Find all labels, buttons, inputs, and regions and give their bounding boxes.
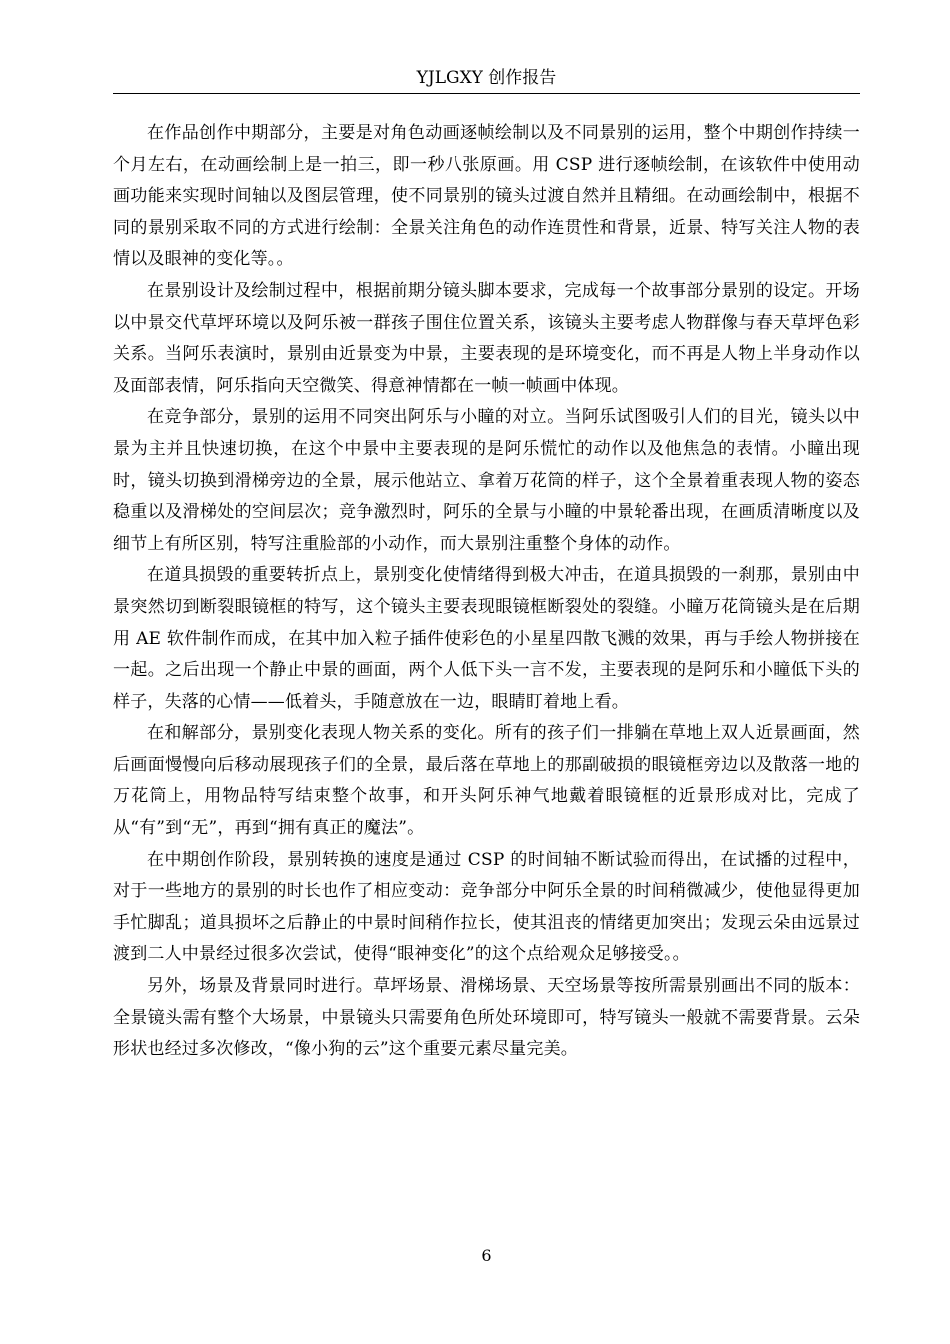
report-body: [113, 118, 860, 1066]
paragraph-reconciliation: 在和解部分，景别变化表现人物关系的变化。所有的孩子们一排躺在草地上双人近景画面，然后画面慢慢向后移动展现孩子们的全景，最后落在草地上的那副破损的眼镜框旁边以及散落一地的万花筒上，用物品特写结束整个故事，和开头阿乐神气地戴着眼镜框的近景形成对比，完成了从“有”到“无”，再到“拥有真正的魔法”。: [113, 723, 860, 839]
header-rule: [113, 93, 860, 94]
paragraph-shot-design: 在景别设计及绘制过程中，根据前期分镜头脚本要求，完成每一个故事部分景别的设定。开场以中景交代草坪环境以及阿乐被一群孩子围住位置关系，该镜头主要考虑人物群像与春天草坪色彩关系。当阿乐表演时，景别由近景变为中景，主要表现的是环境变化，而不再是人物上半身动作以及面部表情，阿乐指向天空微笑、得意神情都在一帧一帧画中体现。: [113, 280, 860, 396]
paragraph-backgrounds: 另外，场景及背景同时进行。草坪场景、滑梯场景、天空场景等按所需景别画出不同的版本：全景镜头需有整个大场景，中景镜头只需要角色所处环境即可，特写镜头一般就不需要背景。云朵形状也经过多次修改，“像小狗的云”这个重要元素尽量完美。: [113, 976, 860, 1060]
page-number: 6: [481, 1246, 492, 1265]
paragraph-prop-damage: 在道具损毁的重要转折点上，景别变化使情绪得到极大冲击，在道具损毁的一刹那，景别由中景突然切到断裂眼镜框的特写，这个镜头主要表现眼镜框断裂处的裂缝。小瞳万花筒镜头是在后期用 AE 软件制作而成，在其中加入粒子插件使彩色的小星星四散飞溅的效果，再与手绘人物拼接在一起。之后出现一个静止中景的画面，两个人低下头一言不发，主要表现的是阿乐和小瞳低下头的样子，失落的心情——低着头，手随意放在一边，眼睛盯着地上看。: [113, 565, 860, 712]
paragraph-timing-adjustments: 在中期创作阶段，景别转换的速度是通过 CSP 的时间轴不断试验而得出，在试播的过程中，对于一些地方的景别的时长也作了相应变动：竞争部分中阿乐全景的时间稍微减少，使他显得更加手忙脚乱；道具损坏之后静止的中景时间稍作拉长，使其沮丧的情绪更加突出；发现云朵由远景过渡到二人中景经过很多次尝试，使得“眼神变化”的这个点给观众足够接受。。: [113, 849, 860, 965]
paragraph-competition: 在竞争部分，景别的运用不同突出阿乐与小瞳的对立。当阿乐试图吸引人们的目光，镜头以中景为主并且快速切换，在这个中景中主要表现的是阿乐慌忙的动作以及他焦急的表情。小瞳出现时，镜头切换到滑梯旁边的全景，展示他站立、拿着万花筒的样子，这个全景着重表现人物的姿态稳重以及滑梯处的空间层次；竞争激烈时，阿乐的全景与小瞳的中景轮番出现，在画质清晰度以及细节上有所区别，特写注重脸部的小动作，而大景别注重整个身体的动作。: [113, 407, 860, 554]
paragraph-mid-stage-overview: 在作品创作中期部分，主要是对角色动画逐帧绘制以及不同景别的运用，整个中期创作持续一个月左右，在动画绘制上是一拍三，即一秒八张原画。用 CSP 进行逐帧绘制，在该软件中使用动画功能来实现时间轴以及图层管理，使不同景别的镜头过渡自然并且精细。在动画绘制中，根据不同的景别采取不同的方式进行绘制：全景关注角色的动作连贯性和背景，近景、特写关注人物的表情以及眼神的变化等。。: [113, 123, 860, 270]
page-header-title: YJLGXY 创作报告: [416, 68, 557, 88]
